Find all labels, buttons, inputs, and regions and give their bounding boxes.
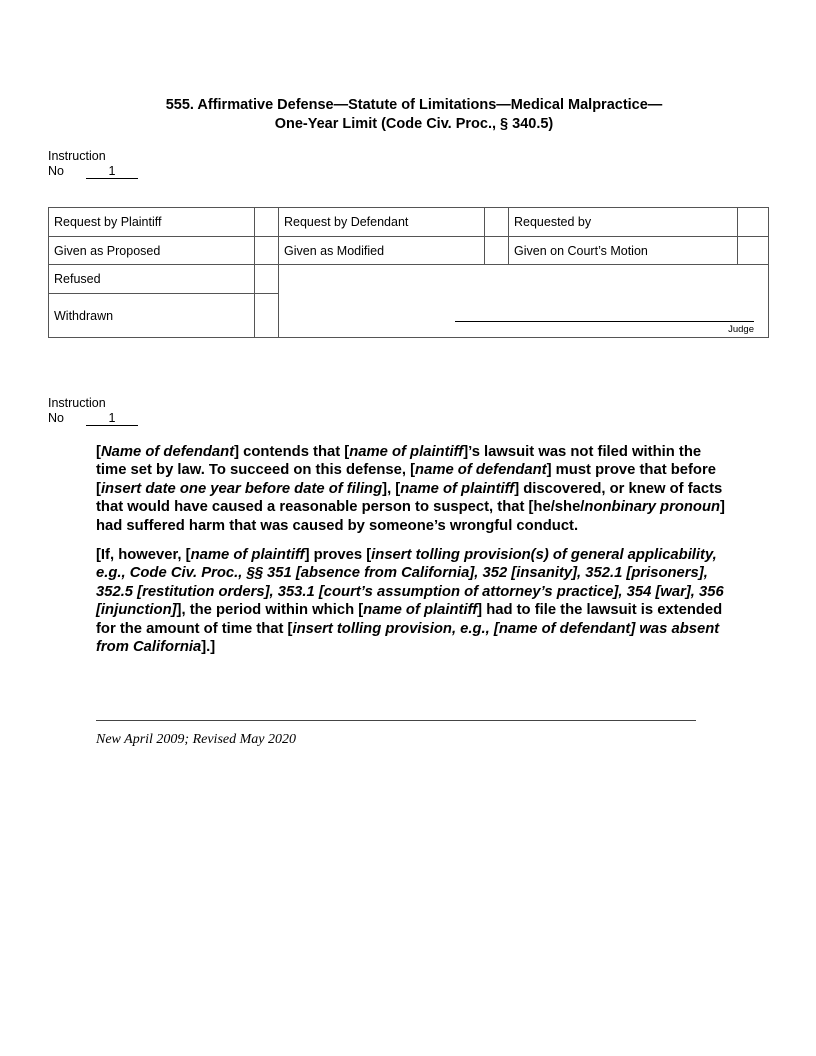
- placeholder-text: nonbinary pronoun: [584, 499, 721, 516]
- title-line-1: 555. Affirmative Defense—Statute of Limitations—Medical Malpractice—: [165, 97, 663, 113]
- given-as-modified-checkbox[interactable]: [485, 237, 509, 265]
- instruction-text: [: [96, 444, 101, 460]
- instruction-text: [If, however, [: [96, 547, 191, 564]
- instruction-label: Instruction: [48, 149, 106, 163]
- refused-label: Refused: [49, 265, 255, 294]
- given-as-proposed-label: Given as Proposed: [49, 237, 255, 265]
- instruction-text: ] had to file the lawsuit is extended for the amount of time that [: [96, 602, 723, 637]
- request-by-defendant-checkbox[interactable]: [485, 208, 509, 237]
- placeholder-text: name of plaintiff: [400, 480, 515, 497]
- withdrawn-checkbox[interactable]: [255, 294, 279, 338]
- instruction-text: ].]: [201, 639, 216, 656]
- given-as-modified-label: Given as Modified: [279, 237, 485, 265]
- placeholder-text: Name of defendant: [100, 444, 235, 460]
- instruction-number-2: 1: [86, 412, 138, 426]
- instruction-text: ], the period within which [: [176, 602, 364, 619]
- no-label: No: [48, 164, 64, 178]
- instruction-text: ] discovered, or knew of facts that would have caused a reasonable person to suspect, that [he/she/: [96, 480, 723, 516]
- instruction-text: ] contends that [: [234, 444, 350, 460]
- instruction-body: [96, 443, 726, 667]
- request-by-defendant-label: Request by Defendant: [279, 208, 485, 237]
- judge-signature-area[interactable]: [279, 265, 769, 338]
- instruction-title: [0, 96, 816, 134]
- instruction-number-block: [48, 149, 138, 179]
- instruction-paragraph-1: [96, 443, 726, 535]
- placeholder-text: name of plaintiff: [349, 444, 464, 460]
- placeholder-text: insert tolling provision(s) of general applicability, e.g., Code Civ. Proc., §§ 351 [absence from California], 352 [insanity], 352.1 [prisoners], 352.5 [restitution orders], 353.1 [court’s assumption of attorney’s practice], 354 [war], 356 [injunction]: [96, 547, 724, 619]
- revision-history: New April 2009; Revised May 2020: [96, 732, 296, 747]
- given-on-courts-motion-label: Given on Court’s Motion: [509, 237, 738, 265]
- divider: [96, 720, 696, 721]
- instruction-paragraph-2: [96, 546, 726, 656]
- title-line-2: One-Year Limit (Code Civ. Proc., § 340.5): [274, 116, 554, 132]
- placeholder-text: name of plaintiff: [190, 547, 305, 564]
- instruction-text: ]’s lawsuit was not filed within the time set by law. To succeed on this defense, [: [96, 444, 702, 479]
- withdrawn-label: Withdrawn: [49, 294, 255, 338]
- placeholder-text: name of defendant: [415, 462, 547, 479]
- judge-label: Judge: [728, 324, 754, 335]
- placeholder-text: insert date one year before date of filing: [100, 480, 383, 497]
- request-form-table: [48, 207, 769, 338]
- instruction-label-2: Instruction: [48, 396, 106, 410]
- request-by-plaintiff-label: Request by Plaintiff: [49, 208, 255, 237]
- instruction-text: ], [: [382, 480, 401, 497]
- judge-signature-line: [455, 321, 754, 322]
- no-label-2: No: [48, 411, 64, 425]
- placeholder-text: insert tolling provision, e.g., [name of defendant] was absent from California: [96, 620, 720, 656]
- requested-by-label: Requested by: [509, 208, 738, 237]
- instruction-text: ] proves [: [304, 547, 372, 564]
- given-on-courts-motion-checkbox[interactable]: [738, 237, 769, 265]
- instruction-number: 1: [86, 165, 138, 179]
- request-by-plaintiff-checkbox[interactable]: [255, 208, 279, 237]
- given-as-proposed-checkbox[interactable]: [255, 237, 279, 265]
- requested-by-checkbox[interactable]: [738, 208, 769, 237]
- instruction-text: ] had suffered harm that was caused by someone’s wrongful conduct.: [96, 499, 725, 534]
- placeholder-text: name of plaintiff: [363, 602, 478, 619]
- instruction-text: ] must prove that before [: [96, 462, 716, 497]
- instruction-number-block-2: [48, 396, 138, 426]
- refused-checkbox[interactable]: [255, 265, 279, 294]
